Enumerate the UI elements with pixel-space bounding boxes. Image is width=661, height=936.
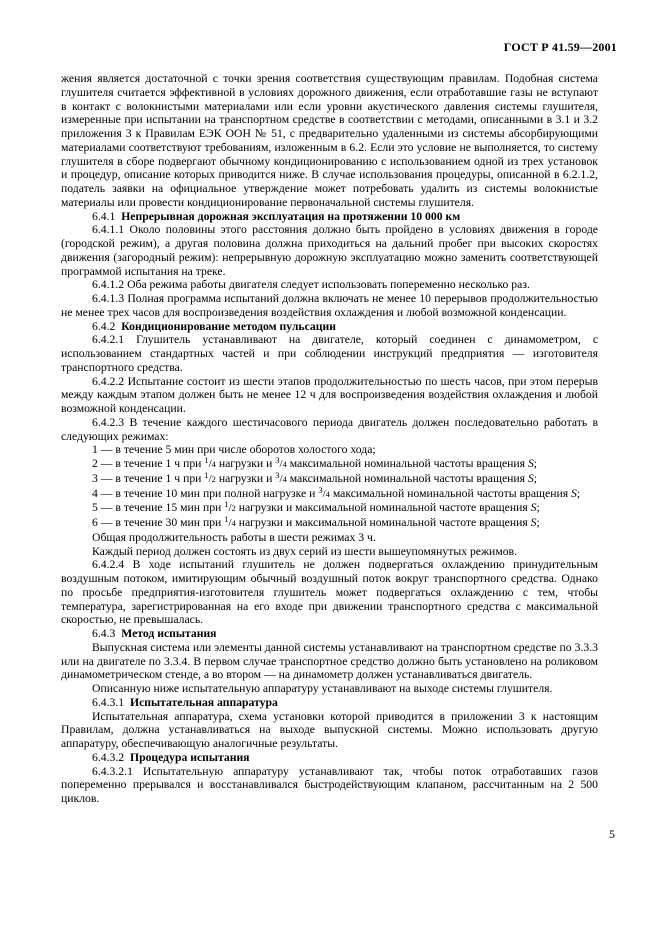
mode-item-3 (61, 469, 598, 487)
mode-text: ; (576, 486, 581, 500)
section-title: Испытательная аппаратура (129, 695, 278, 709)
period-composition: Каждый период должен состоять из двух серий из шести вышеупомянутых режимов. (92, 544, 517, 558)
section-number: 6.4.1 (92, 209, 116, 223)
fraction-numerator: 1 (224, 499, 229, 510)
paragraph-6-4-1-2: 6.4.1.2 Оба режима работы двигателя следует использовать попеременно несколько раз. (92, 278, 530, 292)
fraction-denominator: 2 (231, 503, 236, 514)
mode-item-5 (61, 501, 598, 516)
paragraph-6-4-3-1: Испытательная аппаратура, схема установки которой приводится в приложении 3 к настоящим Правилам, должна устанавливаться на выходе выпускной системы. Можно использовать другую аппаратуру, обеспечивающую аналогичные результаты. (61, 709, 598, 750)
fraction-denominator: 4 (325, 488, 330, 499)
speed-symbol: S (527, 457, 534, 470)
fraction: 1/4 (224, 514, 236, 529)
mode-text: ; (533, 471, 538, 485)
section-heading-6-4-2 (61, 320, 598, 334)
speed-symbol: S (571, 486, 577, 500)
total-duration: Общая продолжительность работы в шести режимах 3 ч. (92, 530, 376, 544)
fraction-numerator: 1 (224, 514, 229, 524)
mode-text: 4 — в течение 10 мин при полной нагрузке и (92, 486, 319, 500)
section-heading-6-4-3 (61, 627, 598, 641)
mode-item-1: 1 — в течение 5 мин при числе оборотов холостого хода; (92, 443, 376, 457)
fraction-denominator: 4 (231, 518, 236, 528)
mode-text: 3 — в течение 1 ч при (92, 471, 205, 485)
mode-text: нагрузки и максимальной номинальной частоте вращения (235, 501, 531, 515)
speed-symbol: S (530, 516, 537, 529)
standard-header: ГОСТ Р 41.59—2001 (503, 40, 617, 54)
mode-text: нагрузки и (215, 471, 276, 485)
section-number: 6.4.3.2 (92, 750, 125, 764)
fraction: 1/2 (224, 499, 236, 515)
fraction-numerator: 1 (204, 455, 209, 465)
section-title: Кондиционирование методом пульсации (121, 319, 336, 333)
fraction-numerator: 3 (275, 455, 280, 465)
mode-item-6 (61, 516, 598, 531)
fraction-denominator: 4 (282, 459, 287, 469)
section-number: 6.4.2 (92, 319, 116, 333)
mode-text: нагрузки и (215, 457, 276, 470)
paragraph-6-4-2-2: 6.4.2.2 Испытание состоит из шести этапов продолжительностью по шесть часов, при этом перерыв между каждым этапом должен быть не менее 12 ч для воспроизведения воздействия охлаждения и любой возможной конденсации. (61, 374, 598, 415)
mode-text: ; (533, 457, 538, 470)
document-body (61, 72, 598, 806)
mode-text: максимальной номинальной частоты вращения (286, 471, 528, 485)
fraction: 3/4 (275, 469, 287, 485)
section-title: Непрерывная дорожная эксплуатация на протяжении 10 000 км (121, 209, 461, 223)
mode-text: максимальной номинальной частоты вращения (286, 457, 528, 470)
fraction-numerator: 1 (204, 469, 209, 480)
mode-text: нагрузки и максимальной номинальной частоте вращения (235, 516, 531, 529)
paragraph-6-4-3: Выпускная система или элементы данной системы устанавливают на транспортном средстве по 3.3.3 или на двигателе по 3.3.4. В первом случае транспортное средство должно быть установлено на роликовом динамометрическом стенде, а во втором — на динамометр должен устанавливаться двигатель. (61, 640, 598, 682)
paragraph-6-4-2-1: 6.4.2.1 Глушитель устанавливают на двигателе, который соединен с динамометром, с использованием стандартных частей и при соблюдении инструкций предприятия — изготовителя транспортного средства. (61, 333, 598, 374)
fraction: 1/4 (204, 455, 216, 470)
section-heading-6-4-1 (61, 210, 598, 224)
section-number: 6.4.3 (92, 627, 116, 640)
fraction: 3/4 (275, 455, 287, 470)
section-title: Процедура испытания (129, 750, 250, 764)
speed-symbol: S (527, 471, 534, 485)
mode-item-4 (61, 484, 598, 502)
section-heading-6-4-3-2 (61, 751, 598, 765)
fraction-denominator: 2 (211, 473, 216, 484)
mode-text: ; (536, 516, 540, 529)
speed-symbol: S (530, 501, 537, 515)
section-heading-6-4-3-1 (61, 696, 598, 710)
section-number: 6.4.3.1 (92, 695, 125, 709)
page-number: 5 (609, 827, 615, 841)
paragraph-6-4-2-4: 6.4.2.4 В ходе испытаний глушитель не должен подвергаться охлаждению принудительным воздушным потоком, имитирующим обычный воздушный поток вокруг транспортного средства. Однако по просьбе предприятия-изготовителя глушитель может подвергаться охлаждению с тем, чтобы температура, зарегистрированная на его входе при движении транспортного средства с максимальной скоростью, не превышалась. (61, 558, 598, 627)
paragraph-continuation: жения является достаточной с точки зрения соответствия существующим правилам. Подобная система глушителя считается эффективной в условиях дорожного движения, если отработавшие газы не вступают в контакт с волокнистыми материалами или если уровни акустического давления системы глушителя, измеренные при испытании на транспортном средстве в соответствии с методами, описанными в 3.1 и 3.2 приложения 3 к Правилам ЕЭК ООН № 51, с предварительно удаленными из системы абсорбирующими материалами соответствуют требованиям, изложенным в 6.2. Если это условие не выполняется, то систему глушителя в сборе подвергают обычному кондиционированию с использованием одной из трех установок и процедур, описание которых приводится ниже. В случае использования процедуры, описанной в 6.2.1.2, податель заявки на официальное утверждение может потребовать удалить из системы волокнистые материалы или провести кондиционирование первоначальной системы глушителя. (61, 72, 598, 209)
mode-text: 6 — в течение 30 мин при (92, 516, 225, 529)
mode-text: ; (536, 501, 540, 515)
paragraph-6-4-3-2-1: 6.4.3.2.1 Испытательную аппаратуру устанавливают так, чтобы поток отработавших газов попеременно прерывался и восстанавливался быстродействующим клапаном, рассчитанным на 2 500 циклов. (61, 764, 598, 805)
fraction-denominator: 4 (282, 473, 287, 484)
fraction-denominator: 4 (211, 459, 216, 469)
fraction: 3/4 (318, 484, 330, 500)
fraction-numerator: 3 (318, 484, 323, 495)
mode-text: 5 — в течение 15 мин при (92, 501, 225, 515)
section-title: Метод испытания (121, 627, 217, 640)
fraction: 1/2 (204, 469, 216, 485)
fraction-numerator: 3 (275, 469, 280, 480)
paragraph-6-4-3-apparatus-note: Описанную ниже испытательную аппаратуру устанавливают на выходе системы глушителя. (92, 682, 553, 695)
paragraph-6-4-1-1: 6.4.1.1 Около половины этого расстояния должно быть пройдено в условиях движения в городе (городской режим), а другая половина должна приходиться на дальний пробег при высоких скоростях движения (загородный режим): непрерывную дорожную эксплуатацию можно заменить соответствующей программой испытания на треке. (61, 223, 598, 278)
mode-text: 2 — в течение 1 ч при (92, 457, 205, 470)
mode-text: максимальной номинальной частоты вращения (329, 486, 572, 500)
paragraph-6-4-1-3: 6.4.1.3 Полная программа испытаний должна включать не менее 10 перерывов продолжительностью не менее трех часов для воспроизведения воздействия охлаждения и любой возможной конденсации. (61, 292, 598, 319)
paragraph-6-4-2-3: 6.4.2.3 В течение каждого шестичасового периода двигатель должен последовательно работать в следующих режимах: (61, 415, 598, 443)
mode-item-2 (61, 457, 598, 472)
